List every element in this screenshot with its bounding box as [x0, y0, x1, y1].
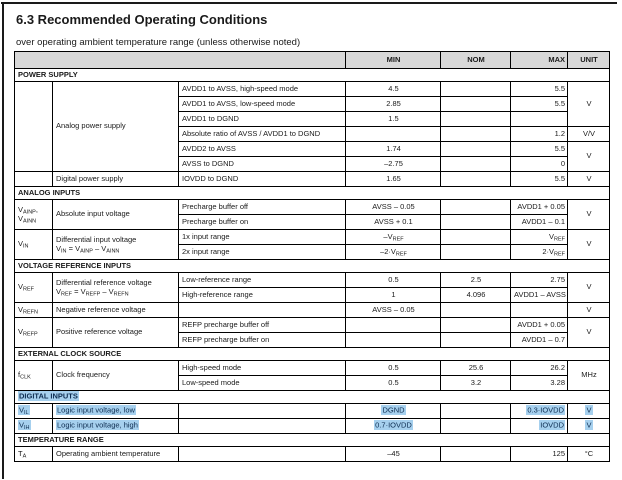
min-cell: 1.65 [346, 172, 441, 187]
table-row [15, 230, 610, 245]
description-cell: Positive reference voltage [53, 318, 179, 348]
highlighted-text: DIGITAL INPUTS [19, 391, 78, 401]
condition-cell: High-speed mode [179, 361, 346, 376]
min-cell: 1.74 [346, 142, 441, 157]
highlighted-text: Logic input voltage, low [57, 405, 135, 415]
nom-cell: 3.2 [441, 376, 511, 391]
min-cell [346, 419, 441, 434]
highlighted-text: IOVDD [540, 420, 564, 430]
condition-cell: AVDD1 to AVSS, high-speed mode [179, 82, 346, 97]
condition-cell [179, 419, 346, 434]
nom-cell [441, 419, 511, 434]
section-header-temperature-range: TEMPERATURE RANGE [15, 434, 610, 447]
section-header-row [15, 69, 610, 82]
header-empty-cell [15, 52, 346, 69]
condition-cell: 2x input range [179, 245, 346, 260]
min-cell: AVSS – 0.05 [346, 200, 441, 215]
description-cell [53, 404, 179, 419]
highlighted-text: V [586, 405, 592, 415]
min-cell: AVSS – 0.05 [346, 303, 441, 318]
symbol-cell [15, 82, 53, 172]
symbol-cell: $V_{AINP}$, $V_{AINN}$ [15, 200, 53, 230]
table-row [15, 404, 610, 419]
condition-cell: AVDD2 to AVSS [179, 142, 346, 157]
min-cell [346, 127, 441, 142]
header-max: MAX [511, 52, 568, 69]
nom-cell [441, 112, 511, 127]
nom-cell: 4.096 [441, 288, 511, 303]
unit-cell: °C [568, 447, 610, 462]
symbol-cell: $V_{REFN}$ [15, 303, 53, 318]
description-cell [53, 419, 179, 434]
description-cell: Clock frequency [53, 361, 179, 391]
condition-cell: Low-speed mode [179, 376, 346, 391]
nom-cell [441, 157, 511, 172]
min-cell: 0.5 [346, 273, 441, 288]
highlighted-text: 0.7·IOVDD [375, 420, 412, 430]
condition-cell: Precharge buffer on [179, 215, 346, 230]
unit-cell: V/V [568, 127, 610, 142]
symbol-cell [15, 404, 53, 419]
table-header-row [15, 52, 610, 69]
max-cell: 5.5 [511, 172, 568, 187]
min-cell [346, 318, 441, 333]
symbol-cell [15, 172, 53, 187]
table-row [15, 303, 610, 318]
min-cell: 1.5 [346, 112, 441, 127]
min-cell: $-2\cdot V_{REF}$ [346, 245, 441, 260]
highlighted-text: $V_{IH}$ [19, 420, 30, 432]
symbol-cell: $V_{REFP}$ [15, 318, 53, 348]
description-cell: Analog power supply [53, 82, 179, 172]
max-cell: 2.75 [511, 273, 568, 288]
section-header-digital-inputs [15, 391, 610, 404]
condition-cell: REFP precharge buffer off [179, 318, 346, 333]
max-cell: $V_{REF}$ [511, 230, 568, 245]
symbol-cell: $f_{CLK}$ [15, 361, 53, 391]
condition-cell: Absolute ratio of AVSS / AVDD1 to DGND [179, 127, 346, 142]
condition-cell: Precharge buffer off [179, 200, 346, 215]
max-cell: AVDD1 + 0.05 [511, 200, 568, 215]
condition-cell: Low-reference range [179, 273, 346, 288]
max-cell: AVDD1 – 0.1 [511, 215, 568, 230]
header-nom: NOM [441, 52, 511, 69]
min-cell: 4.5 [346, 82, 441, 97]
min-cell: AVSS + 0.1 [346, 215, 441, 230]
symbol-cell: $T_A$ [15, 447, 53, 462]
condition-cell [179, 447, 346, 462]
section-title: 6.3 Recommended Operating Conditions [16, 12, 268, 27]
unit-cell [568, 404, 610, 419]
unit-cell: V [568, 303, 610, 318]
max-cell [511, 112, 568, 127]
unit-cell: V [568, 142, 610, 172]
max-cell: 3.28 [511, 376, 568, 391]
nom-cell [441, 215, 511, 230]
max-cell: AVDD1 – AVSS [511, 288, 568, 303]
max-cell: 1.2 [511, 127, 568, 142]
nom-cell: 25.6 [441, 361, 511, 376]
section-header-row [15, 187, 610, 200]
nom-cell [441, 97, 511, 112]
max-cell [511, 404, 568, 419]
nom-cell [441, 303, 511, 318]
description-cell: Differential input voltage $V_{IN} = V_{AINP} - V_{AINN}$ [53, 230, 179, 260]
nom-cell [441, 230, 511, 245]
unit-cell: V [568, 318, 610, 348]
unit-cell [568, 419, 610, 434]
highlighted-text: $V_{IL}$ [19, 405, 29, 417]
section-header-external-clock: EXTERNAL CLOCK SOURCE [15, 348, 610, 361]
max-cell: 5.5 [511, 142, 568, 157]
table-row [15, 318, 610, 333]
table-row [15, 82, 610, 97]
symbol-cell: $V_{REF}$ [15, 273, 53, 303]
highlighted-text: V [586, 420, 592, 430]
max-cell: AVDD1 + 0.05 [511, 318, 568, 333]
section-header-voltage-reference: VOLTAGE REFERENCE INPUTS [15, 260, 610, 273]
nom-cell [441, 245, 511, 260]
condition-cell: AVDD1 to AVSS, low-speed mode [179, 97, 346, 112]
unit-cell: V [568, 82, 610, 127]
min-cell [346, 333, 441, 348]
max-cell: 125 [511, 447, 568, 462]
symbol-cell [15, 419, 53, 434]
section-header-row [15, 434, 610, 447]
highlighted-text: Logic input voltage, high [57, 420, 138, 430]
max-cell: 0 [511, 157, 568, 172]
nom-cell [441, 318, 511, 333]
nom-cell [441, 82, 511, 97]
nom-cell [441, 127, 511, 142]
min-cell: $-V_{REF}$ [346, 230, 441, 245]
description-cell: Operating ambient temperature [53, 447, 179, 462]
unit-cell: V [568, 230, 610, 260]
min-cell: 1 [346, 288, 441, 303]
header-unit: UNIT [568, 52, 610, 69]
section-header-analog-inputs: ANALOG INPUTS [15, 187, 610, 200]
min-cell: 2.85 [346, 97, 441, 112]
max-cell [511, 419, 568, 434]
description-cell: Digital power supply [53, 172, 179, 187]
condition-cell: REFP precharge buffer on [179, 333, 346, 348]
max-cell [511, 303, 568, 318]
section-header-row [15, 348, 610, 361]
description-cell: Absolute input voltage [53, 200, 179, 230]
unit-cell: V [568, 273, 610, 303]
max-cell: 5.5 [511, 97, 568, 112]
table-row [15, 419, 610, 434]
max-cell: 5.5 [511, 82, 568, 97]
section-header-power-supply: POWER SUPPLY [15, 69, 610, 82]
condition-cell [179, 404, 346, 419]
table-row [15, 273, 610, 288]
min-cell: –45 [346, 447, 441, 462]
highlighted-text: 0.3·IOVDD [527, 405, 564, 415]
table-row [15, 447, 610, 462]
section-header-row [15, 391, 610, 404]
max-cell: 26.2 [511, 361, 568, 376]
max-cell: AVDD1 – 0.7 [511, 333, 568, 348]
nom-cell [441, 404, 511, 419]
nom-cell [441, 447, 511, 462]
page-border-left [2, 2, 4, 479]
min-cell: –2.75 [346, 157, 441, 172]
unit-cell: V [568, 172, 610, 187]
unit-cell: MHz [568, 361, 610, 391]
symbol-cell: $V_{IN}$ [15, 230, 53, 260]
header-min: MIN [346, 52, 441, 69]
table-caption: over operating ambient temperature range (unless otherwise noted) [16, 37, 301, 48]
nom-cell [441, 172, 511, 187]
operating-conditions-table [14, 51, 610, 462]
nom-cell [441, 142, 511, 157]
unit-cell: V [568, 200, 610, 230]
description-cell: Differential reference voltage $V_{REF} = V_{REFP} - V_{REFN}$ [53, 273, 179, 303]
condition-cell: AVDD1 to DGND [179, 112, 346, 127]
page-border-top [1, 2, 617, 4]
nom-cell: 2.5 [441, 273, 511, 288]
table-row [15, 200, 610, 215]
condition-cell: IOVDD to DGND [179, 172, 346, 187]
highlighted-text: DGND [382, 405, 405, 415]
nom-cell [441, 200, 511, 215]
description-cell: Negative reference voltage [53, 303, 179, 318]
min-cell [346, 404, 441, 419]
min-cell: 0.5 [346, 361, 441, 376]
nom-cell [441, 333, 511, 348]
condition-cell: AVSS to DGND [179, 157, 346, 172]
condition-cell: 1x input range [179, 230, 346, 245]
condition-cell: High-reference range [179, 288, 346, 303]
table-row [15, 361, 610, 376]
table-row [15, 172, 610, 187]
condition-cell [179, 303, 346, 318]
section-header-row [15, 260, 610, 273]
min-cell: 0.5 [346, 376, 441, 391]
max-cell: $2\cdot V_{REF}$ [511, 245, 568, 260]
